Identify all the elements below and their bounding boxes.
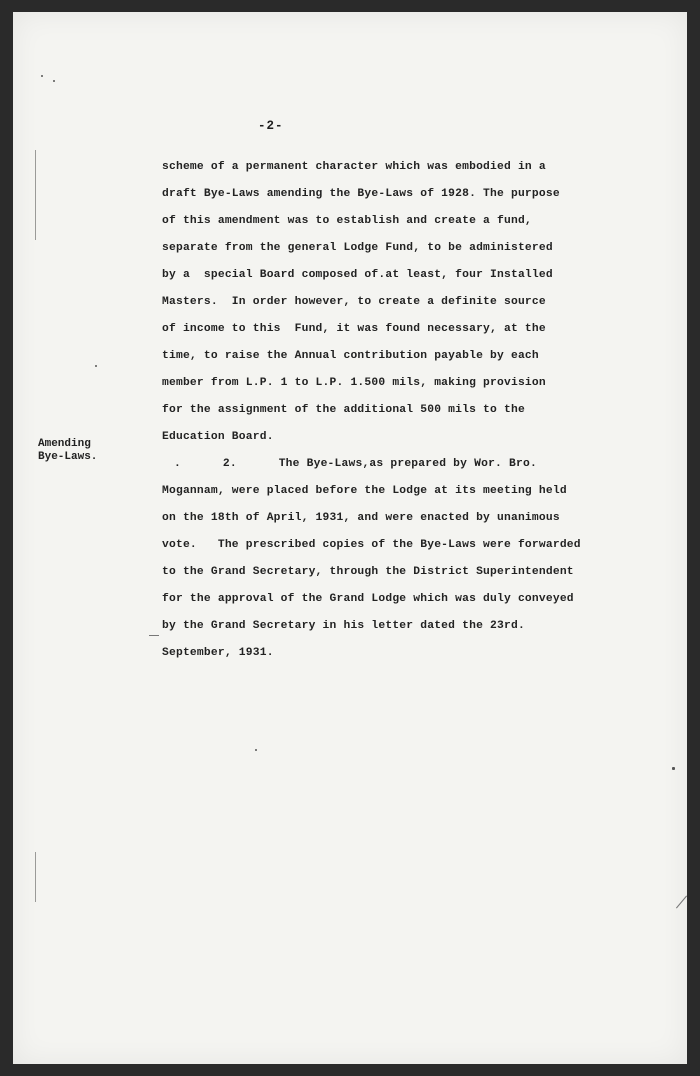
text-line: to the Grand Secretary, through the District Superintendent xyxy=(162,566,574,578)
margin-dash xyxy=(149,635,159,636)
text-line: member from L.P. 1 to L.P. 1.500 mils, making provision xyxy=(162,377,546,389)
speck xyxy=(672,767,675,770)
text-line: . 2. The Bye-Laws,as prepared by Wor. Bro. xyxy=(174,458,537,470)
text-line: for the assignment of the additional 500 mils to the xyxy=(162,404,525,416)
text-line: of this amendment was to establish and create a fund, xyxy=(162,215,532,227)
corner-slash xyxy=(676,896,687,909)
text-line: Masters. In order however, to create a definite source xyxy=(162,296,546,308)
text-line: scheme of a permanent character which was embodied in a xyxy=(162,161,546,173)
speck xyxy=(53,80,55,82)
body-paragraphs xyxy=(162,154,662,667)
speck xyxy=(95,365,97,367)
text-line: of income to this Fund, it was found necessary, at the xyxy=(162,323,546,335)
margin-note-line-1: Amending xyxy=(38,438,91,450)
left-edge-mark xyxy=(35,150,36,240)
left-edge-mark-lower xyxy=(35,852,36,902)
text-line: draft Bye-Laws amending the Bye-Laws of 1928. The purpose xyxy=(162,188,560,200)
text-line: vote. The prescribed copies of the Bye-Laws were forwarded xyxy=(162,539,581,551)
text-line: Education Board. xyxy=(162,431,274,443)
speck xyxy=(255,749,257,751)
text-line: separate from the general Lodge Fund, to be administered xyxy=(162,242,553,254)
margin-note xyxy=(38,438,97,464)
margin-note-line-2: Bye-Laws. xyxy=(38,451,98,463)
text-line: September, 1931. xyxy=(162,647,274,659)
page-number: -2- xyxy=(258,119,284,133)
text-line: for the approval of the Grand Lodge which was duly conveyed xyxy=(162,593,574,605)
text-line: on the 18th of April, 1931, and were enacted by unanimous xyxy=(162,512,560,524)
text-line: by a special Board composed of.at least, four Installed xyxy=(162,269,553,281)
text-line: Mogannam, were placed before the Lodge at its meeting held xyxy=(162,485,567,497)
speck xyxy=(41,75,43,77)
text-line: by the Grand Secretary in his letter dated the 23rd. xyxy=(162,620,525,632)
text-line: time, to raise the Annual contribution payable by each xyxy=(162,350,539,362)
